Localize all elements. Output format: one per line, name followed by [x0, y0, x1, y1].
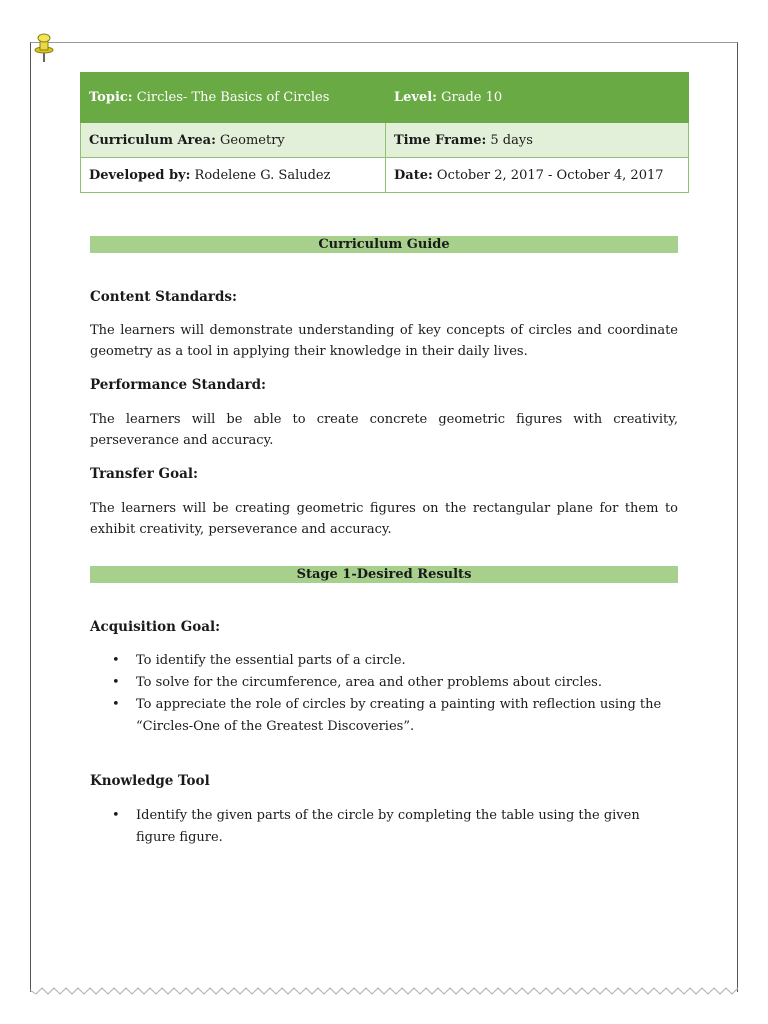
- info-row-topic: [81, 73, 689, 123]
- list-item-text: To appreciate the role of circles by creating a painting with reflection using the “Circles-One of the Greatest Discoveries”.: [136, 697, 662, 734]
- developed-by-label: Developed by:: [89, 167, 191, 183]
- knowledge-tool-list: [112, 805, 672, 849]
- level-cell: [386, 73, 689, 123]
- push-pin-icon: [32, 30, 56, 64]
- info-row-developer: [81, 158, 689, 193]
- date-value: October 2, 2017 - October 4, 2017: [436, 167, 664, 183]
- level-value: Grade 10: [441, 90, 503, 105]
- date-cell: [386, 158, 689, 193]
- date-label: Date:: [394, 167, 433, 183]
- acquisition-goal-heading: Acquisition Goal:: [90, 619, 221, 635]
- topic-label: Topic:: [89, 90, 133, 105]
- list-item: [112, 805, 672, 849]
- info-row-area: [81, 123, 689, 158]
- content-standards-heading: Content Standards:: [90, 289, 238, 305]
- stage1-desired-results-bar: Stage 1-Desired Results: [90, 566, 678, 583]
- developed-by-value: Rodelene G. Saludez: [194, 167, 331, 183]
- time-frame-cell: [386, 123, 689, 158]
- content-standards-text: The learners will demonstrate understanding of key concepts of circles and coordinate geometry as a tool in applying their knowledge in their daily lives.: [90, 323, 678, 359]
- developed-by-cell: [81, 158, 386, 193]
- bullet-icon: •: [112, 675, 120, 690]
- curriculum-area-value: Geometry: [220, 132, 285, 148]
- list-item-text: To solve for the circumference, area and other problems about circles.: [136, 675, 602, 690]
- bullet-icon: •: [112, 697, 120, 712]
- curriculum-area-label: Curriculum Area:: [89, 132, 216, 148]
- acquisition-goal-list: [112, 650, 672, 738]
- list-item: [112, 672, 672, 694]
- performance-standard-text: The learners will be able to create concrete geometric figures with creativity, perseverance and accuracy.: [90, 412, 678, 448]
- lesson-info-table: [80, 72, 689, 193]
- curriculum-area-cell: [81, 123, 386, 158]
- curriculum-guide-bar: Curriculum Guide: [90, 236, 678, 253]
- time-frame-value: 5 days: [490, 132, 533, 148]
- bullet-icon: •: [112, 653, 120, 668]
- level-label: Level:: [394, 90, 437, 105]
- transfer-goal-text: The learners will be creating geometric figures on the rectangular plane for them to exhibit creativity, perseverance and accuracy.: [90, 501, 678, 537]
- performance-standard-heading: Performance Standard:: [90, 377, 267, 393]
- topic-cell: [81, 73, 386, 123]
- topic-value: Circles- The Basics of Circles: [136, 90, 330, 105]
- knowledge-tool-heading: Knowledge Tool: [90, 773, 210, 789]
- time-frame-label: Time Frame:: [394, 132, 487, 148]
- transfer-goal-heading: Transfer Goal:: [90, 466, 198, 482]
- bullet-icon: •: [112, 808, 120, 823]
- list-item: [112, 650, 672, 672]
- torn-page-edge: [30, 982, 738, 998]
- list-item-text: Identify the given parts of the circle by completing the table using the given figure figure.: [136, 808, 640, 845]
- list-item-text: To identify the essential parts of a circle.: [136, 653, 406, 668]
- list-item: [112, 694, 672, 738]
